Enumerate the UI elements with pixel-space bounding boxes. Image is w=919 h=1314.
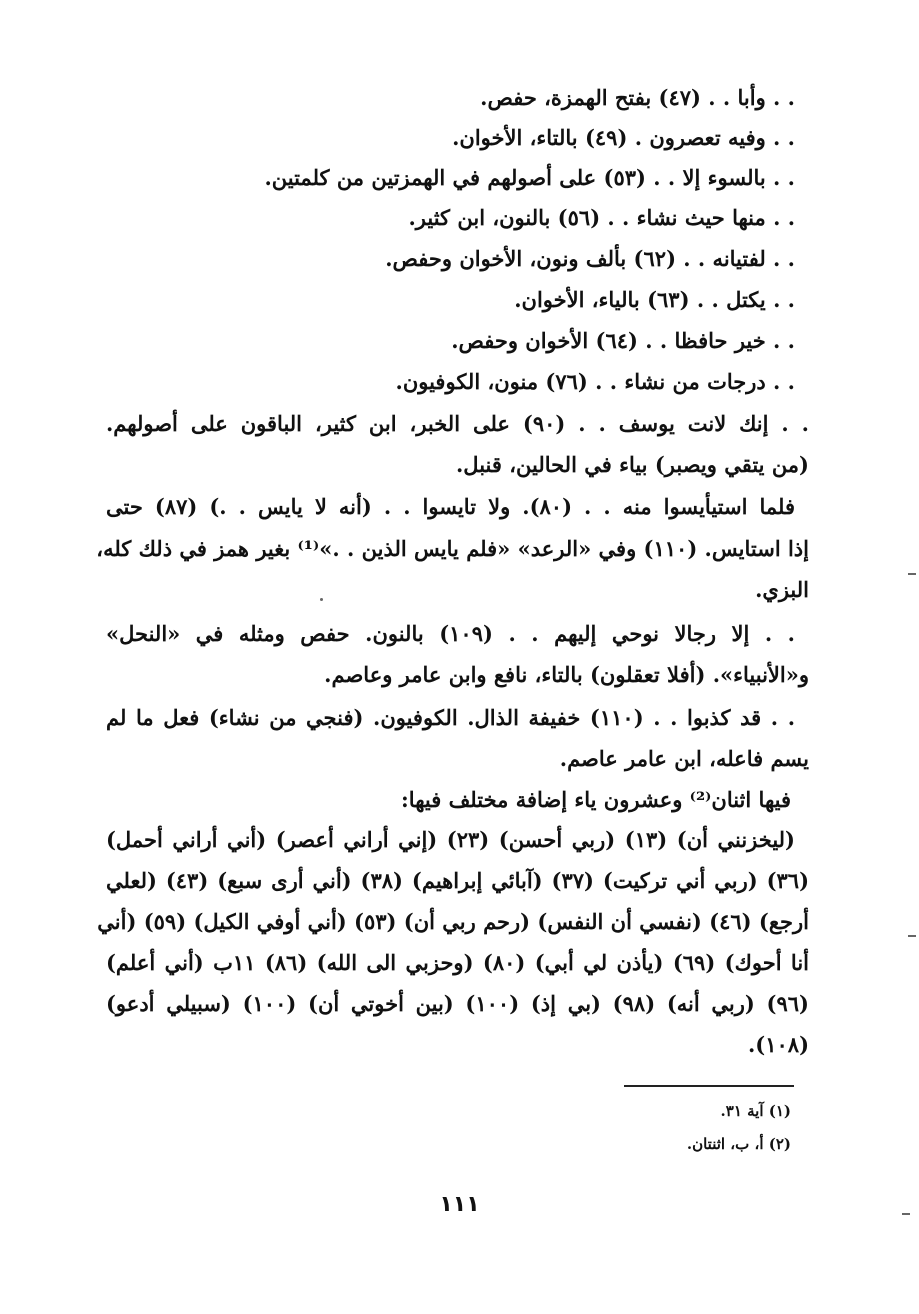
text-line: و«الأنبياء». (أفلا تعقلون) بالتاء، نافع وابن عامر وعاصم. [324,662,809,687]
text-line: أنا أحوك) (٦٩) (يأذن لي أبي) (٨٠) (وحزبي الى الله) (٨٦) ١١ب (أني أعلم) [106,950,809,975]
text-line: (من يتقي ويصبر) بياء في الحالين، قنبل. [455,452,809,477]
section-heading: فيها اثنان⁽²⁾ وعشرون ياء إضافة مختلف فيها: [401,787,791,812]
text-line: . . بالسوء إلا . . (٥٣) على أصولهم في الهمزتين من كلمتين. [264,165,795,190]
text-line: . . منها حيث نشاء . . (٥٦) بالنون، ابن كثير. [408,205,795,230]
text-line: . . إلا رجالا نوحي إليهم . . (١٠٩) بالنون. حفص ومثله في «النحل» [106,621,795,646]
margin-mark [908,935,916,937]
text-line: (٣٦) (ربي أني تركيت) (٣٧) (آبائي إبراهيم) (٣٨) (أني أرى سبع) (٤٣) (لعلي [106,868,810,893]
text-line: إذا استايس. (١١٠) وفي «الرعد» «فلم يايس الذين . .»⁽¹⁾ بغير همز في ذلك كله، [96,536,809,561]
text-line: . . لفتيانه . . (٦٢) بألف ونون، الأخوان وحفص. [385,246,795,271]
text-line: . . وفيه تعصرون . (٤٩) بالتاء، الأخوان. [452,125,795,150]
text-line: . . خير حافظا . . (٦٤) الأخوان وحفص. [451,328,795,353]
text-line: . . وأبا . . (٤٧) بفتح الهمزة، حفص. [480,85,795,110]
text-line: . . إنك لانت يوسف . . (٩٠) على الخبر، ابن كثير، الباقون على أصولهم. [106,411,809,436]
footnote-rule [624,1085,794,1087]
text-line: . . درجات من نشاء . . (٧٦) منون، الكوفيون. [395,369,795,394]
text-line: (٩٦) (ربي أنه) (٩٨) (بي إذ) (١٠٠) (بين أخوتي أن) (١٠٠) (سبيلي أدعو) [106,991,809,1016]
text-line: فلما استيأيسوا منه . . (٨٠). ولا تايسوا . . (أنه لا يايس . .) (٨٧) حتى [106,494,795,519]
page-number: ١١١ [439,1192,480,1217]
text-line: . . يكتل . . (٦٣) بالياء، الأخوان. [514,287,795,312]
text-line: يسم فاعله، ابن عامر عاصم. [559,746,809,771]
footnote: (١) آية ٣١. [720,1102,791,1120]
margin-mark [908,573,916,575]
text-line: (١٠٨). [747,1032,809,1057]
text-line: أرجع) (٤٦) (نفسي أن النفس) (رحم ربي أن) (٥٣) (أني أوفي الكيل) (٥٩) (أني [97,909,809,934]
margin-mark [902,1213,910,1215]
footnote: (٢) أ، ب، اثنتان. [686,1135,791,1153]
text-line: (ليخزنني أن) (١٣) (ربي أحسن) (٢٣) (إني أراني أعصر) (أني أراني أحمل) [106,827,795,852]
text-line: . . قد كذبوا . . (١١٠) خفيفة الذال. الكوفيون. (فنجي من نشاء) فعل ما لم [106,705,796,730]
text-line: البزي. [755,577,809,602]
speck [320,598,323,601]
